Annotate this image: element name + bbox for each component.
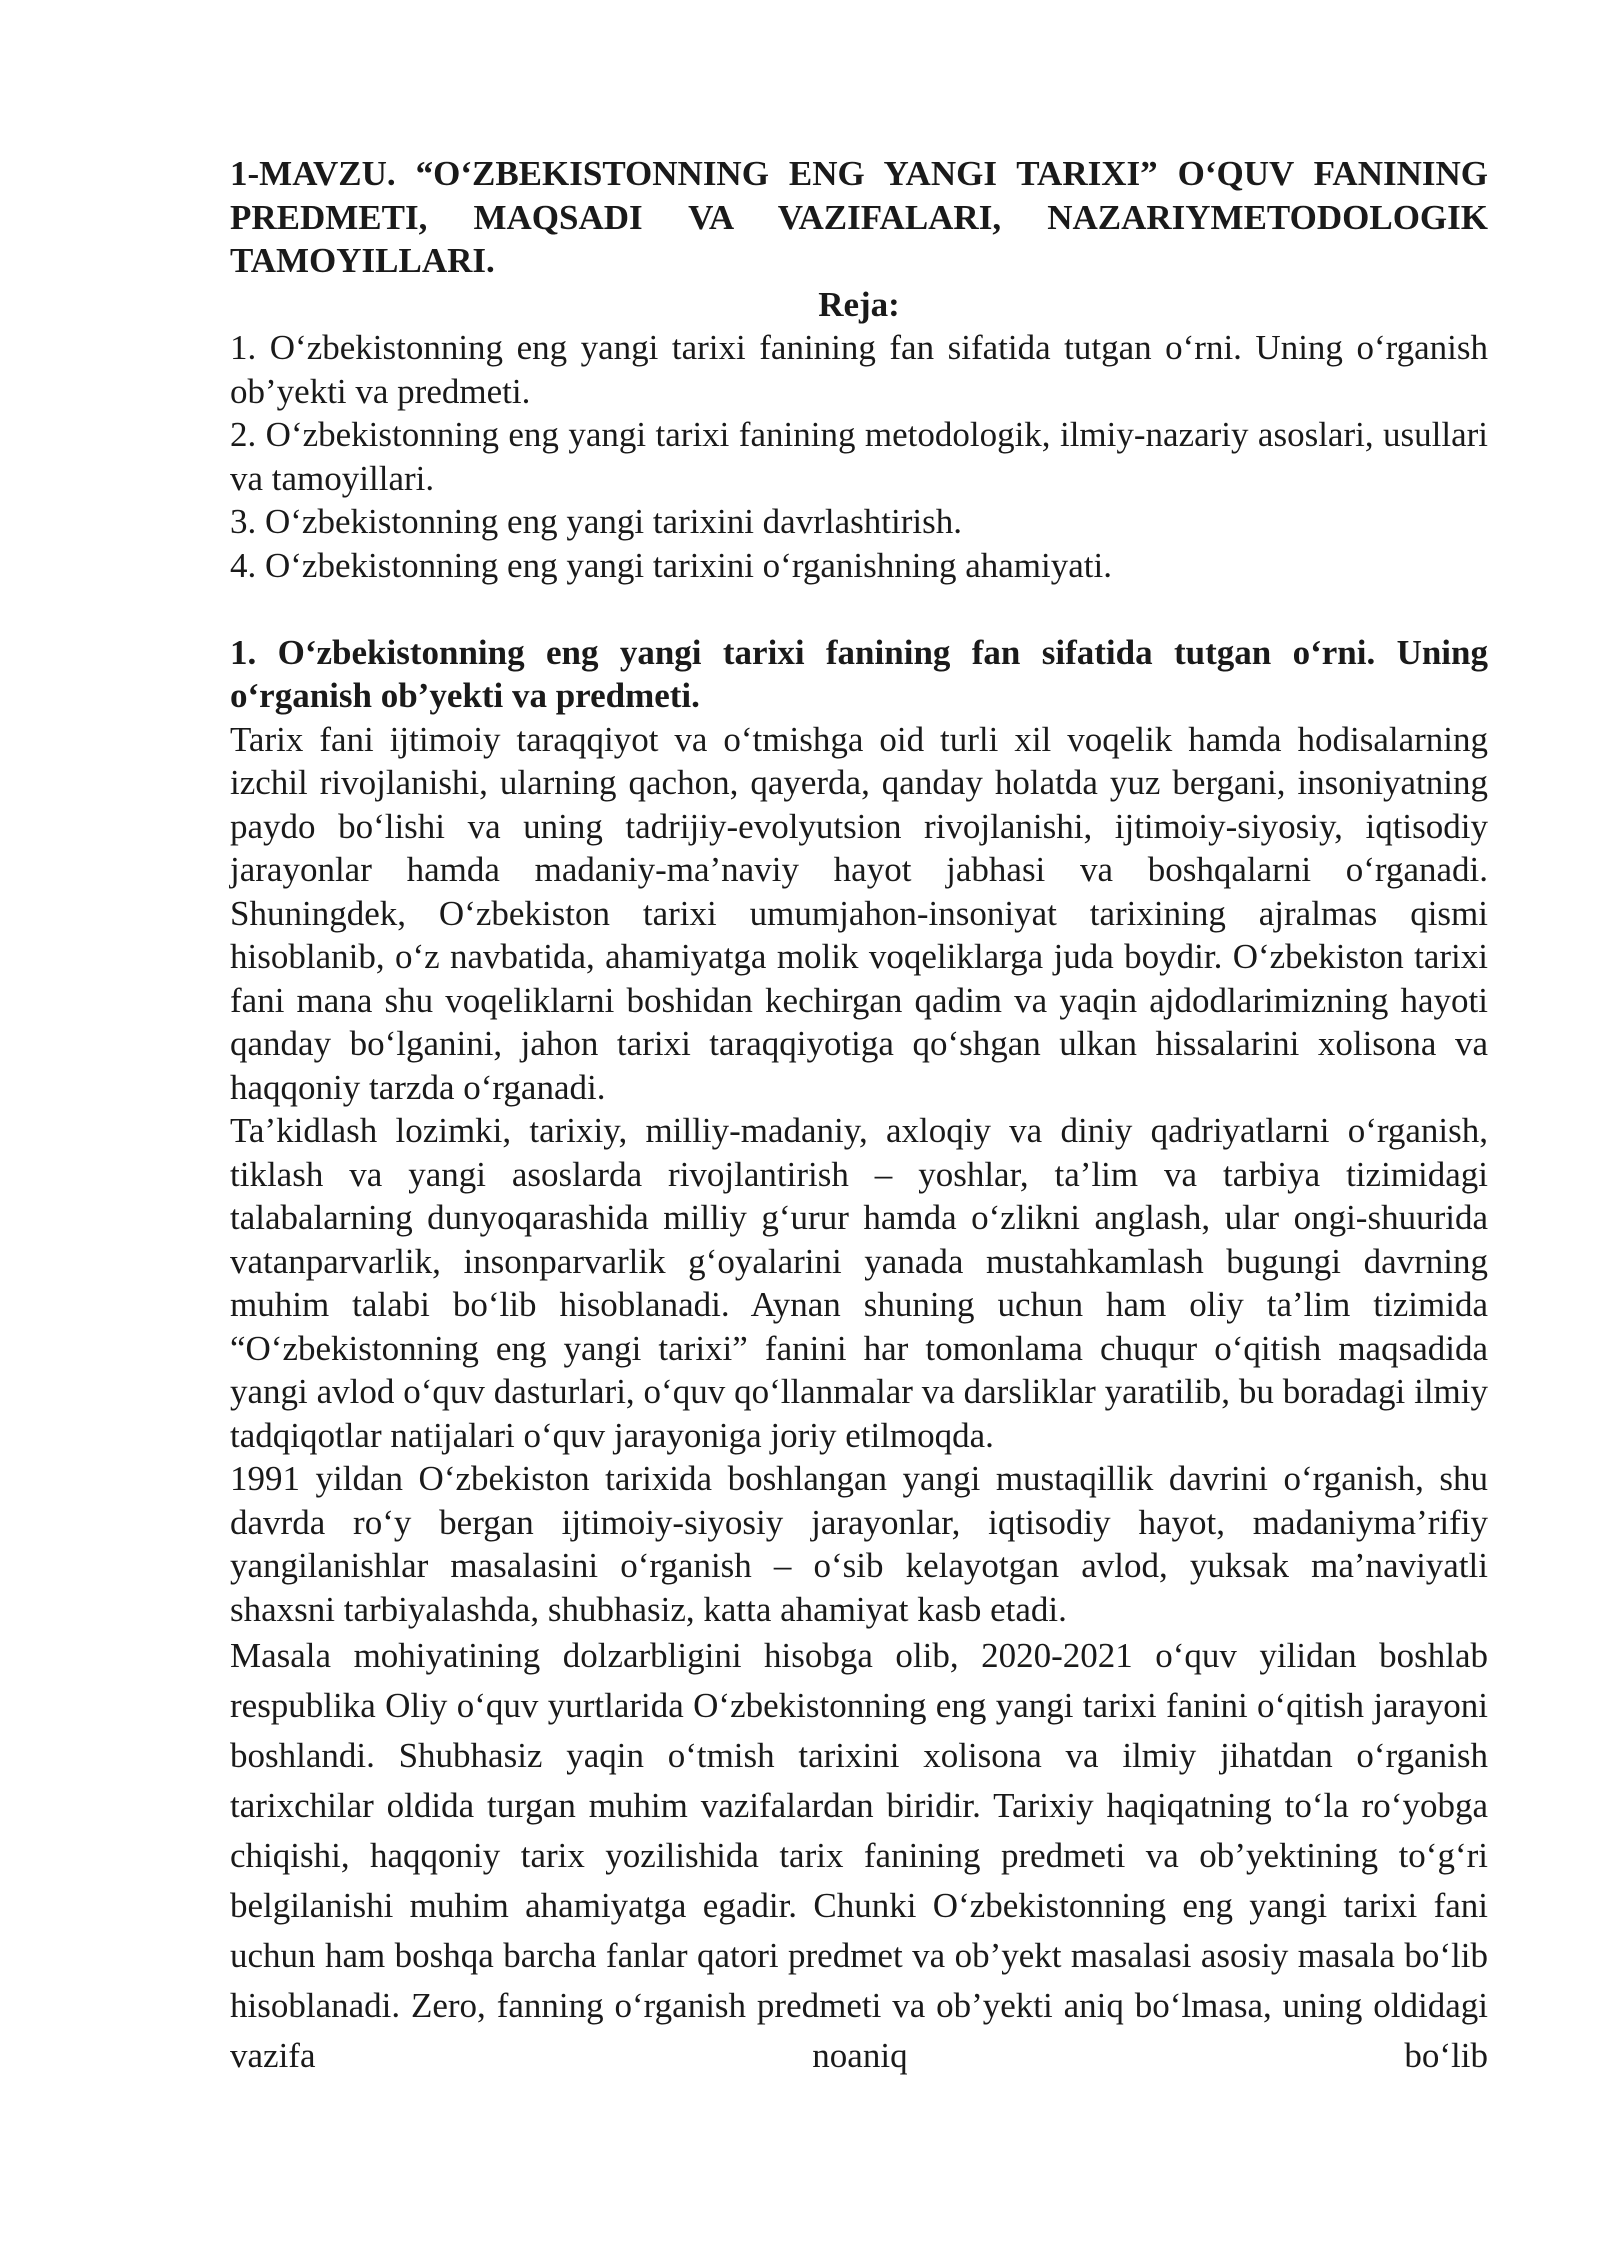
plan-item-4: 4. O‘zbekistonning eng yangi tarixini o‘rganishning ahamiyati.: [230, 545, 1112, 585]
body-paragraph-2: Ta’kidlash lozimki, tarixiy, milliy-madaniy, axloqiy va diniy qadriyatlarni o‘rganish, tiklash va yangi asoslarda rivojlantirish – yoshlar, ta’lim va tarbiya tizimidagi talabalarning dunyoqarashida milliy g‘urur hamda o‘zlikni anglash, ular ongi-shuurida vatanparvarlik, insonparvarlik g‘oyalarini yanada mustahkamlash bugungi davrning muhim talabi bo‘lib hisoblanadi. Aynan shuning uchun ham oliy ta’lim tizimida “O‘zbekistonning eng yangi tarixi” fanini har tomonlama chuqur o‘qitish maqsadida yangi avlod o‘quv dasturlari, o‘quv qo‘llanmalar va darsliklar yaratilib, bu boradagi ilmiy tadqiqotlar natijalari o‘quv jarayoniga joriy etilmoqda.: [230, 1111, 1488, 1455]
body-paragraph-4: Masala mohiyatining dolzarbligini hisobga olib, 2020-2021 o‘quv yilidan boshlab respublika Oliy o‘quv yurtlarida O‘zbekistonning eng yangi tarixi fanini o‘qitish jarayoni boshlandi. Shubhasiz yaqin o‘tmish tarixini xolisona va ilmiy jihatdan o‘rganish tarixchilar oldida turgan muhim vazifalardan biridir. Tarixiy haqiqatning to‘la ro‘yobga chiqishi, haqqoniy tarix yozilishida tarix fanining predmeti va ob’yektining to‘g‘ri belgilanishi muhim ahamiyatga egadir. Chunki O‘zbekistonning eng yangi tarixi fani uchun ham boshqa barcha fanlar qatori predmet va ob’yekt masalasi asosiy masala bo‘lib hisoblanadi. Zero, fanning o‘rganish predmeti va ob’yekti aniq bo‘lmasa, uning oldidagi vazifa noaniq bo‘lib: [230, 1636, 1488, 2075]
plan-item-3: 3. O‘zbekistonning eng yangi tarixini davrlashtirish.: [230, 502, 962, 541]
body-paragraph-3: 1991 yildan O‘zbekiston tarixida boshlangan yangi mustaqillik davrini o‘rganish, shu davrda ro‘y bergan ijtimoiy-siyosiy jarayonlar, iqtisodiy hayot, madaniyma’rifiy yangilanishlar masalasini o‘rganish – o‘sib kelayotgan avlod, yuksak ma’naviyatli shaxsni tarbiyalashda, shubhasiz, katta ahamiyat kasb etadi.: [230, 1459, 1488, 1629]
plan-item-1: 1. O‘zbekistonning eng yangi tarixi fanining fan sifatida tutgan o‘rni. Uning o‘rganish ob’yekti va predmeti.: [230, 328, 1488, 411]
document-title: 1-MAVZU. “O‘ZBEKISTONNING ENG YANGI TARIXI” O‘QUV FANINING PREDMETI, MAQSADI VA VAZIFALARI, NAZARIYMETODOLOGIK TAMOYILLARI.: [230, 154, 1488, 280]
plan-heading: Reja:: [818, 284, 900, 324]
blank-line: [230, 587, 1488, 631]
body-paragraph-1: Tarix fani ijtimoiy taraqqiyot va o‘tmishga oid turli xil voqelik hamda hodisalarning izchil rivojlanishi, ularning qachon, qayerda, qanday holatda yuz bergani, insoniyatning paydo bo‘lishi va uning tadrijiy-evolyutsion rivojlanishi, ijtimoiy-siyosiy, iqtisodiy jarayonlar hamda madaniy-ma’naviy hayot jabhasi va boshqalarni o‘rganadi. Shuningdek, O‘zbekiston tarixi umumjahon-insoniyat tarixining ajralmas qismi hisoblanib, o‘z navbatida, ahamiyatga molik voqeliklarga juda boydir. O‘zbekiston tarixi fani mana shu voqeliklarni boshidan kechirgan qadim va yaqin ajdodlarimizning hayoti qanday bo‘lganini, jahon tarixi taraqqiyotiga qo‘shgan ulkan hissalarini xolisona va haqqoniy tarzda o‘rganadi.: [230, 719, 1488, 1107]
section-heading: 1. O‘zbekistonning eng yangi tarixi fanining fan sifatida tutgan o‘rni. Uning o‘rganish ob’yekti va predmeti.: [230, 632, 1488, 715]
document-page: [230, 152, 1488, 2081]
plan-item-2: 2. O‘zbekistonning eng yangi tarixi fanining metodologik, ilmiy-nazariy asoslari, usullari va tamoyillari.: [230, 415, 1488, 498]
